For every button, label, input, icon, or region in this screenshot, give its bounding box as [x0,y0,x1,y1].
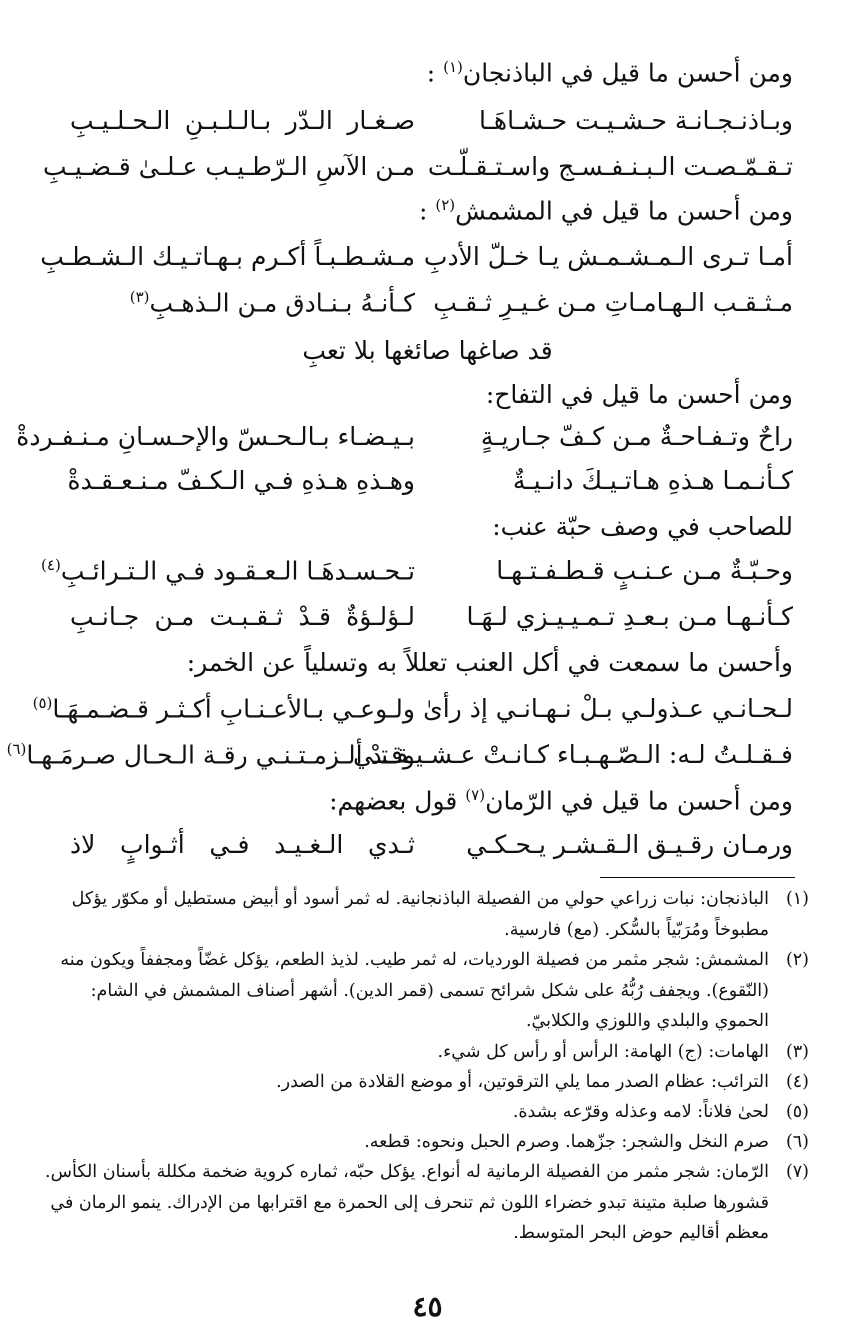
verse-first-hemistich: كـأنـهـا مـن بـعـدِ تـمـيـيـزي لـهَـا [466,602,793,631]
verse-second-hemistich: وقـدْ ألـزمـتـنـي رقـة الـحـال صـرمَـهـا$^{(٦)}$ [6,740,415,770]
page-number: ٤٥ [412,1290,443,1323]
verse-second-hemistich: تـحـسـدهَـا الـعـقـود فـي الـتـرائـبِ$^{(٤)}$ [41,556,415,586]
footnote-separator [600,877,795,878]
footnote: (٤)الترائب: عظام الصدر مما يلي الترقوتين، أو موضع القلادة من الصدر. [276,1072,809,1092]
verse-first-hemistich: لـحـانـي عـذولـي بـلْ نـهـانـي إذ رأىٰ [423,694,793,723]
verse-second-hemistich: لـؤلـؤةٌ قـدْ ثـقـبـت مـن جـانـبِ [70,602,415,631]
poem-intro: وأحسن ما سمعت في أكل العنب تعللاً به وتسلياً عن الخمر: [186,648,793,677]
footnote: (٧)الرّمان: شجر مثمر من الفصيلة الرمانية له أنواع. يؤكل حبّه، ثماره كروية ضخمة مكللة بأسنان الكأس. قشورها صلبة متينة تبدو خضراء اللون ثم تنحرف إلى الحمرة مع اقترابها من الإدراك. ينمو الرمان في معظم أقاليم حوض البحر المتوسط. [45,1162,809,1243]
verse-first-hemistich: كـأنـمـا هـذهِ هـاتـيـكَ دانـيـةٌ [512,466,793,495]
poem-intro: ومن أحسن ما قيل في المشمش$^{(٢)}$ : [418,196,793,226]
verse-second-hemistich: مـشـطـبـاً أكـرم بـهـاتـيـك الـشـطـبِ [40,242,415,271]
footnote: (٢)المشمش: شجر مثمر من فصيلة الورديات، له ثمر طيب. لذيذ الطعم، يؤكل غضّاً ومجففاً ويكون منه (النّقوع). ويجفف رُبُّهُ على شكل شرائح تسمى (قمر الدين). أشهر أصناف المشمش في الشام: الحموي والبلدي واللوزي والكلابيّ. [60,950,809,1031]
footnote: (١)الباذنجان: نبات زراعي حولي من الفصيلة الباذنجانية. له ثمر أسود أو أبيض مستطيل أو مكوّر يؤكل مطبوخاً ومُرَبّياً بالسُّكر. (مع) فارسية. [71,889,809,940]
poem-intro: للصاحب في وصف حبّة عنب: [492,512,793,541]
poem-intro: ومن أحسن ما قيل في الباذنجان$^{(١)}$ : [426,58,793,88]
verse-first-hemistich: مـثـقـب الـهـامـاتِ مـن غـيـرِ ثـقـبِ [433,288,793,317]
verse-first-hemistich: فـقـلـتُ لـه: الـصّـهـبـاء كـانـتْ عـشـيـقـتـي [352,740,793,769]
verse-first-hemistich: ورمـان رقـيـق الـقـشـر يـحـكـي [466,830,793,859]
footnote: (٣)الهامات: (ج) الهامة: الرأس أو رأس كل شيء. [437,1042,809,1062]
verse-second-hemistich: كـأنـهُ بـنـادق مـن الـذهـبِ$^{(٣)}$ [129,288,415,318]
verse-second-hemistich: بـيـضـاء بـالـحـسّ والإحـسـانِ مـنـفـردةْ [16,422,415,451]
verse-first-hemistich: وبـاذنـجـانـة حـشـيـت حـشـاهَـا [478,106,793,135]
verse-first-hemistich: وحـبّـةٌ مـن عـنـبٍ قـطـفـتـهـا [496,556,793,585]
poem-intro: ومن أحسن ما قيل في التفاح: [485,380,793,409]
verse-second-hemistich: وهـذهِ هـذهِ فـي الـكـفّ مـنـعـقـدةْ [67,466,415,495]
verse-second-hemistich: مـن الآسِ الـرّطـيـب عـلـىٰ قـضـيـبِ [43,152,415,181]
verse-second-hemistich: ولـوعـي بـالأعـنـابِ أكـثـر قـضـمـهَـا$^{(٥)}$ [32,694,415,724]
verse-second-hemistich: صـغـار الـدّر بـالـلـبـنِ الـحـلـيـبِ [70,106,415,135]
footnote: (٦)صرم النخل والشجر: جزّهما. وصرم الحبل ونحوه: قطعه. [364,1132,809,1152]
verse-second-hemistich: ثـدي الـغـيـد فـي أثـوابٍ لاذ [70,830,415,859]
verse-first-hemistich: تـقـمّـصـت الـبـنـفـسـج واسـتـقـلّـت [427,152,793,181]
poem-closing-line: قد صاغها صائغها بلا تعبِ [302,336,553,365]
footnote: (٥)لحىٰ فلاناً: لامه وعذله وقرّعه بشدة. [512,1102,809,1122]
poem-intro: ومن أحسن ما قيل في الرّمان$^{(٧)}$ قول بعضهم: [329,786,793,816]
verse-first-hemistich: أمـا تـرى الـمـشـمـش يـا خـلّ الأدبِ [423,242,793,271]
verse-first-hemistich: راحٌ وتـفـاحـةٌ مـن كـفّ جـاريـةٍ [480,422,793,451]
